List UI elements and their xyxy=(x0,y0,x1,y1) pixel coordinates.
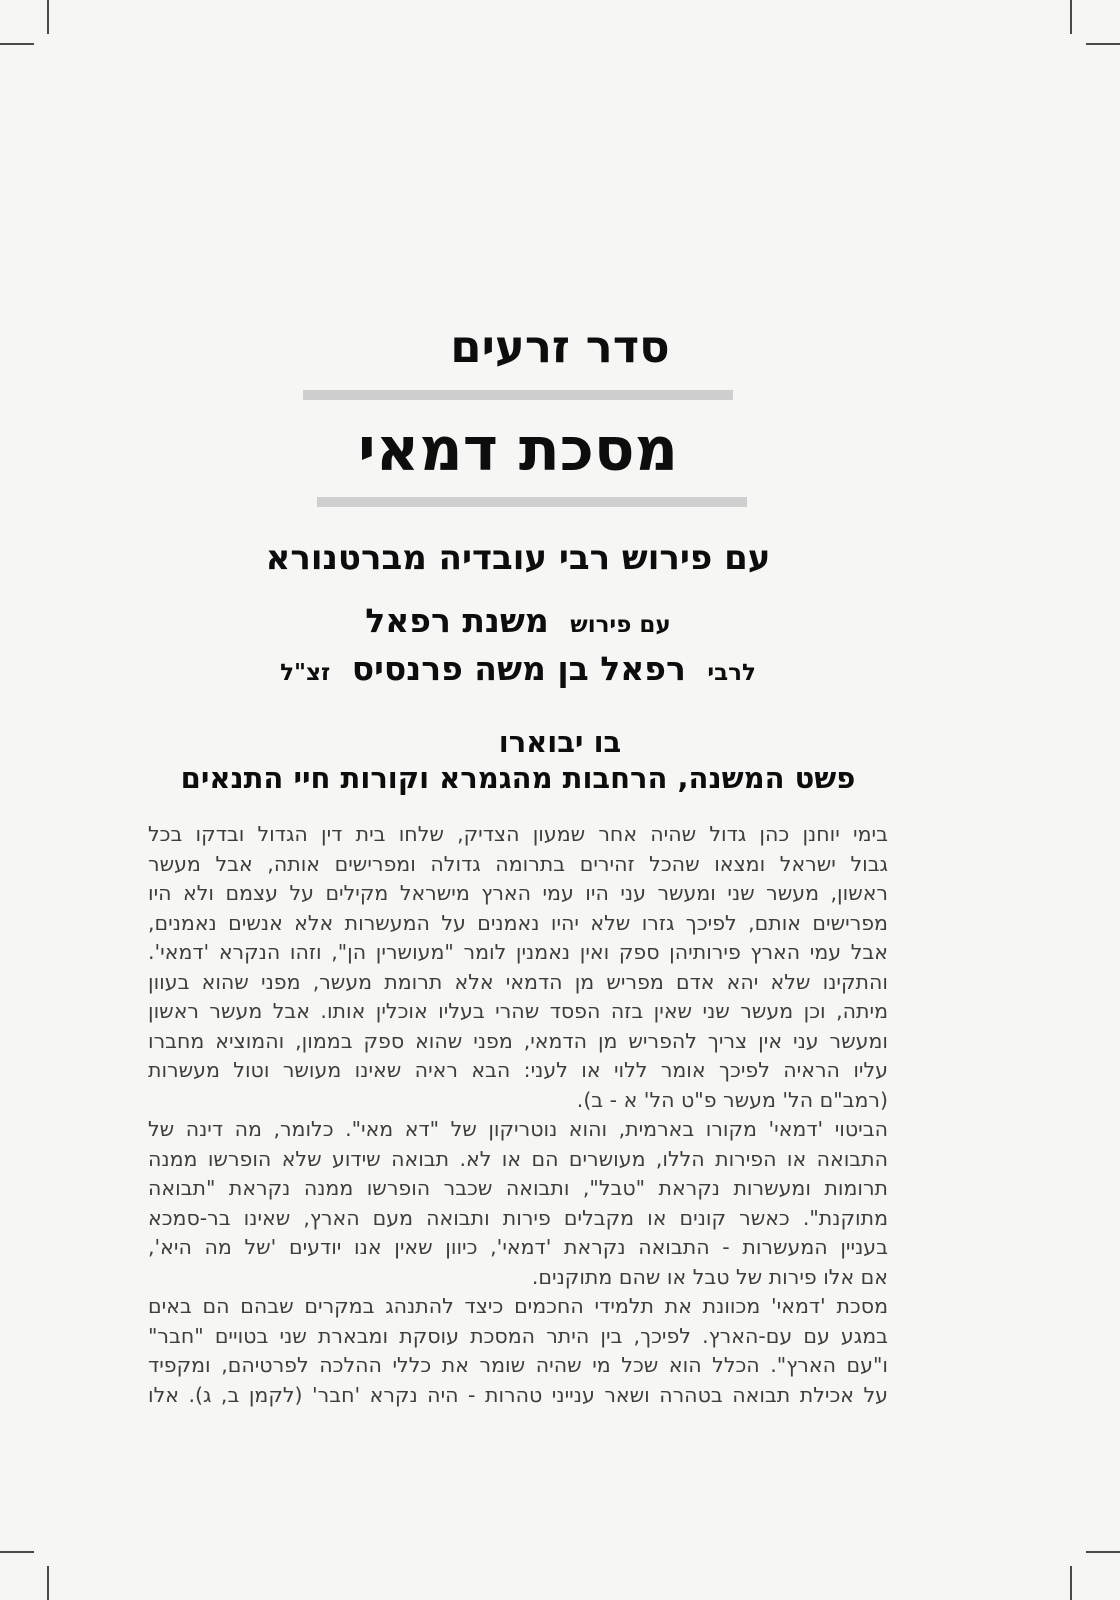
crop-mark-top-right-horizontal xyxy=(1086,43,1120,45)
divider-bar-bottom xyxy=(317,497,747,507)
crop-mark-bottom-left-horizontal xyxy=(0,1551,34,1553)
author-honorific: זצ"ל xyxy=(280,660,331,686)
bartenura-commentary-line: עם פירוש רבי עובדיה מברטנורא xyxy=(265,538,771,578)
crop-mark-top-left-horizontal xyxy=(0,43,34,45)
bo-yevoaru-heading: בו יבוארו xyxy=(498,725,622,759)
author-prefix: לרבי xyxy=(707,660,756,686)
body-line: עליו הראיה לפיכך אומר ללוי או לעני: הבא ראיה שאינו מעושר וטול מעשרות xyxy=(148,1058,888,1082)
body-line: מתוקנת". כאשר קונים או מקבלים פירות ותבואה מעם הארץ, שאינו בר-סמכא xyxy=(148,1205,888,1230)
body-text xyxy=(148,820,888,1410)
body-line: והתקינו שלא יהא אדם מפריש מן הדמאי אלא תרומת מעשר, מפני שהוא בעוון xyxy=(148,969,888,994)
body-line: מפרישים אותם, לפיכך גזרו שלא יהיו נאמנים על המעשרות אלא אנשים נאמנים, xyxy=(148,910,888,935)
crop-mark-bottom-right-horizontal xyxy=(1086,1551,1120,1553)
body-line: תרומות ומעשרות נקראת "טבל", ותבואה שכבר הופרשו ממנה נקראת "תבואה xyxy=(148,1176,888,1200)
body-line: על אכילת תבואה בטהרה ושאר ענייני טהרות - היה נקרא 'חבר' (לקמן ב, ג). אלו xyxy=(148,1382,888,1407)
crop-mark-top-right-vertical xyxy=(1070,0,1072,34)
crop-mark-bottom-right-vertical xyxy=(1070,1566,1072,1600)
author-line xyxy=(148,651,888,687)
body-line: בימי יוחנן כהן גדול שהיה אחר שמעון הצדיק, שלחו בית דין הגדול ובדקו בכל xyxy=(148,822,888,846)
body-line: מסכת 'דמאי' מכוונת את תלמידי החכמים כיצד להתנהג במקרים שבהם הם באים xyxy=(148,1294,888,1318)
crop-mark-bottom-left-vertical xyxy=(47,1566,49,1600)
mishnat-rafael-line xyxy=(148,603,888,639)
body-line: בעניין המעשרות - התבואה נקראת 'דמאי', כיוון שאין אנו יודעים 'של מה היא', xyxy=(148,1235,888,1259)
divider-bar-top xyxy=(303,390,733,400)
body-line: במגע עם עם-הארץ. לפיכך, בין היתר המסכת עוסקת ומבארת שני בטויים "חבר" xyxy=(148,1323,888,1348)
body-line: אם אלו פירות של טבל או שהם מתוקנים. xyxy=(531,1264,888,1289)
seder-title: סדר זרעים xyxy=(450,320,670,373)
body-line: הביטוי 'דמאי' מקורו בארמית, והוא נוטריקון של "דא מאי". כלומר, מה דינה של xyxy=(148,1117,888,1141)
body-line: גבול ישראל ומצאו שהכל זהירים בתרומה גדולה ומפרישים אותה, אבל מעשר xyxy=(148,851,888,876)
mishnat-rafael-prefix: עם פירוש xyxy=(570,612,671,638)
body-line: ראשון, מעשר שני ומעשר עני היו עמי הארץ מישראל מקילים על עצמם ולא היו xyxy=(148,881,888,905)
body-line: אבל עמי הארץ פירותיהן ספק ואין נאמנין לומר "מעושרין הן", וזהו הנקרא 'דמאי'. xyxy=(148,940,888,964)
masechet-title: מסכת דמאי xyxy=(357,415,679,485)
body-line: מיתה, וכן מעשר שני שאין בזה הפסד שהרי בעליו אוכלין אותו. אבל מעשר ראשון xyxy=(148,999,888,1023)
body-line: ומעשר עני אין צריך להפריש מן הדמאי, מפני שהוא ספק בממון, והמוציא מחברו xyxy=(148,1028,888,1053)
mishnat-rafael-name: משנת רפאל xyxy=(365,601,549,640)
crop-mark-top-left-vertical xyxy=(47,0,49,34)
body-line: ו"עם הארץ". הכלל הוא שכל מי שהיה שומר את כללי ההלכה לפרטיהם, ומקפיד xyxy=(148,1353,888,1377)
contents-description-heading: פשט המשנה, הרחבות מהגמרא וקורות חיי התנאים xyxy=(180,761,856,795)
author-name: רפאל בן משה פרנסיס xyxy=(351,649,686,688)
body-line: (רמב"ם הל' מעשר פ"ט הל' א - ב). xyxy=(576,1087,888,1112)
body-line: התבואה או הפירות הללו, מעושרים הם או לא. תבואה שידוע שלא הופרשו ממנה xyxy=(148,1146,888,1171)
